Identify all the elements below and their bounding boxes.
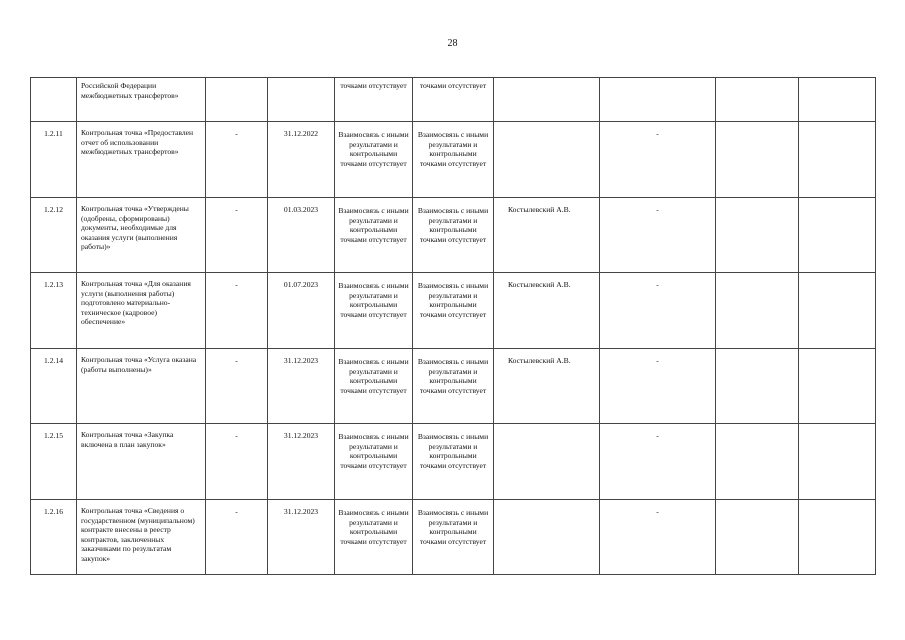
cell-link-a: Взаимосвязь с иными результатами и контрольными точками отсутствует [335,273,413,349]
cell-link-b: Взаимосвязь с иными результатами и контрольными точками отсутствует [413,349,494,424]
cell-date: 31.12.2023 [268,349,335,424]
cell-note: - [600,198,716,273]
table-row [31,122,876,198]
cell-text: Контрольная точка «Утверждены (одобрены, сформированы) документы, необходимые для оказания услуги (выполнения работы)» [77,198,206,273]
cell-num: 1.2.12 [31,198,77,273]
cell-extra-2 [716,273,799,349]
cell-extra-3 [799,500,876,575]
cell-link-a: точками отсутствует [335,78,413,122]
cell-date: 01.03.2023 [268,198,335,273]
table-row [31,424,876,500]
cell-resp [494,122,600,198]
cell-note: - [600,273,716,349]
cell-base: - [206,273,268,349]
control-points-table [30,77,876,575]
cell-extra-2 [716,78,799,122]
cell-link-a: Взаимосвязь с иными результатами и контрольными точками отсутствует [335,122,413,198]
cell-extra-2 [716,500,799,575]
cell-num: 1.2.16 [31,500,77,575]
cell-link-a: Взаимосвязь с иными результатами и контрольными точками отсутствует [335,424,413,500]
cell-num [31,78,77,122]
cell-date: 31.12.2023 [268,424,335,500]
page-number: 28 [447,38,458,49]
cell-extra-2 [716,349,799,424]
cell-resp [494,500,600,575]
cell-base: - [206,500,268,575]
cell-link-b: точками отсутствует [413,78,494,122]
cell-extra-2 [716,122,799,198]
cell-text: Российской Федерации межбюджетных трансфертов» [77,78,206,122]
cell-link-b: Взаимосвязь с иными результатами и контрольными точками отсутствует [413,198,494,273]
cell-link-a: Взаимосвязь с иными результатами и контрольными точками отсутствует [335,500,413,575]
cell-date: 31.12.2023 [268,500,335,575]
cell-num: 1.2.11 [31,122,77,198]
cell-extra-2 [716,198,799,273]
cell-text: Контрольная точка «Закупка включена в план закупок» [77,424,206,500]
cell-link-b: Взаимосвязь с иными результатами и контрольными точками отсутствует [413,424,494,500]
cell-resp [494,78,600,122]
table-row [31,198,876,273]
cell-base: - [206,198,268,273]
cell-extra-3 [799,78,876,122]
cell-link-a: Взаимосвязь с иными результатами и контрольными точками отсутствует [335,198,413,273]
cell-text: Контрольная точка «Сведения о государственном (муниципальном) контракте внесены в реестр контрактов, заключенных заказчиками по результатам закупок» [77,500,206,575]
table-row [31,500,876,575]
cell-link-b: Взаимосвязь с иными результатами и контрольными точками отсутствует [413,122,494,198]
cell-base: - [206,349,268,424]
table-row [31,273,876,349]
cell-resp: Костылевский А.В. [494,198,600,273]
cell-extra-1 [600,78,716,122]
table-row [31,349,876,424]
cell-text: Контрольная точка «Для оказания услуги (выполнения работы) подготовлено материально-техническое (кадровое) обеспечение» [77,273,206,349]
cell-text: Контрольная точка «Услуга оказана (работы выполнены)» [77,349,206,424]
cell-num: 1.2.14 [31,349,77,424]
cell-link-b: Взаимосвязь с иными результатами и контрольными точками отсутствует [413,500,494,575]
cell-date: 01.07.2023 [268,273,335,349]
cell-note: - [600,500,716,575]
table-row-continued [31,78,876,122]
cell-base: - [206,424,268,500]
cell-link-a: Взаимосвязь с иными результатами и контрольными точками отсутствует [335,349,413,424]
cell-base: - [206,122,268,198]
cell-num: 1.2.15 [31,424,77,500]
cell-note: - [600,122,716,198]
cell-resp [494,424,600,500]
cell-num: 1.2.13 [31,273,77,349]
cell-date [268,78,335,122]
cell-date: 31.12.2022 [268,122,335,198]
cell-extra-3 [799,349,876,424]
cell-extra-3 [799,273,876,349]
cell-extra-2 [716,424,799,500]
cell-text: Контрольная точка «Предоставлен отчет об использовании межбюджетных трансфертов» [77,122,206,198]
cell-resp: Костылевский А.В. [494,349,600,424]
cell-extra-3 [799,122,876,198]
cell-base [206,78,268,122]
cell-note: - [600,349,716,424]
cell-note: - [600,424,716,500]
cell-resp: Костылевский А.В. [494,273,600,349]
cell-extra-3 [799,424,876,500]
cell-extra-3 [799,198,876,273]
cell-link-b: Взаимосвязь с иными результатами и контрольными точками отсутствует [413,273,494,349]
